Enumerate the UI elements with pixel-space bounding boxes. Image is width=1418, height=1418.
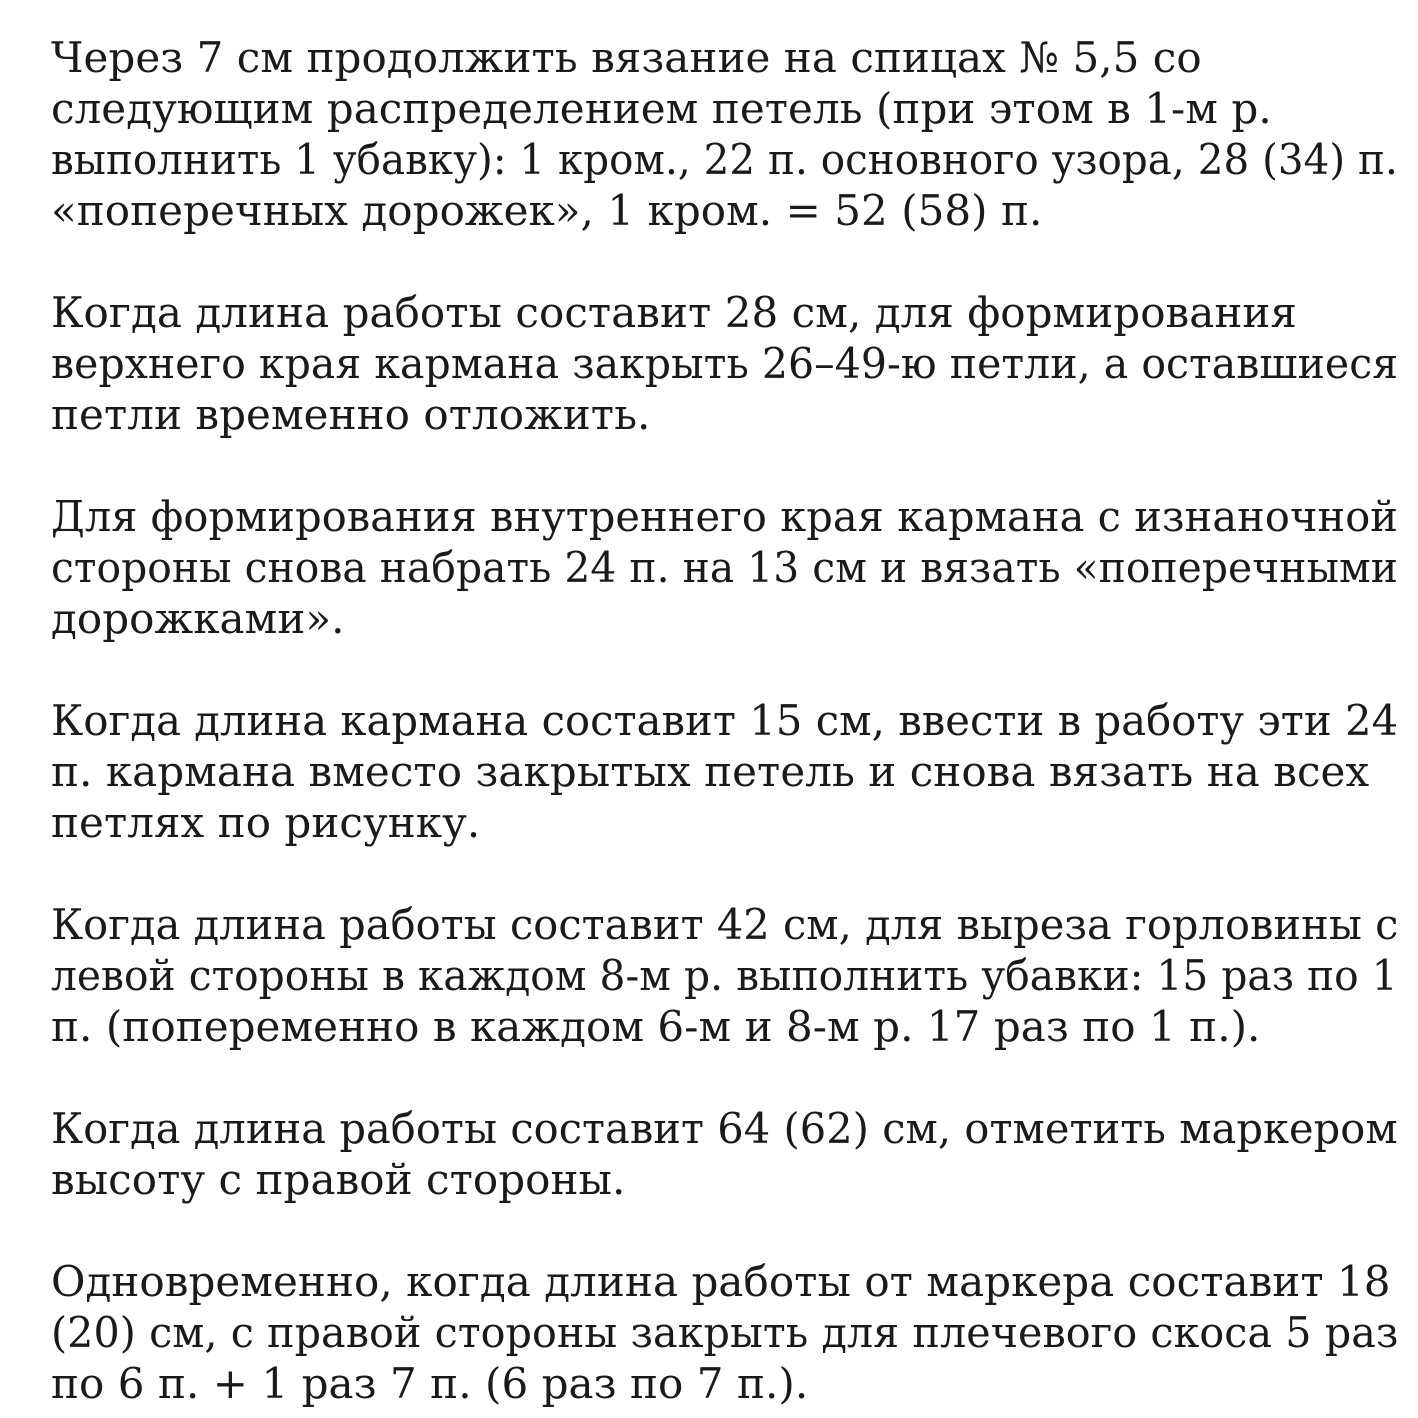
text-line: п. кармана вместо закрытых петель и снова вязать на всех xyxy=(51,747,1370,796)
text-line: Когда длина работы составит 28 см, для формирования xyxy=(51,288,1297,337)
text-line: петлях по рисунку. xyxy=(51,798,481,847)
text-line: Для формирования внутреннего края кармана с изнаночной xyxy=(51,492,1399,541)
paragraph-pocket-top-edge xyxy=(51,287,1398,440)
paragraph-pocket-join xyxy=(51,695,1398,848)
text-line: левой стороны в каждом 8-м р. выполнить убавки: 15 раз по 1 xyxy=(51,951,1398,1000)
text-line: петли временно отложить. xyxy=(51,390,651,439)
text-line: выполнить 1 убавку): 1 кром., 22 п. основного узора, 28 (34) п. xyxy=(51,135,1398,184)
text-line: Когда длина кармана составит 15 см, ввести в работу эти 24 xyxy=(51,696,1399,745)
text-line: дорожками». xyxy=(51,594,345,643)
paragraph-neckline xyxy=(51,899,1398,1052)
text-line: верхнего края кармана закрыть 26–49-ю петли, а оставшиеся xyxy=(51,339,1399,388)
paragraph-pocket-inner-edge xyxy=(51,491,1398,644)
text-line: Когда длина работы составит 64 (62) см, отметить маркером xyxy=(51,1104,1398,1153)
text-line: высоту с правой стороны. xyxy=(51,1155,626,1204)
paragraph-marker xyxy=(51,1103,1398,1205)
paragraph-needle-change xyxy=(51,32,1398,236)
text-line: «поперечных дорожек», 1 кром. = 52 (58) п. xyxy=(51,186,1043,235)
text-line: (20) см, с правой стороны закрыть для плечевого скоса 5 раз xyxy=(51,1308,1399,1357)
paragraph-shoulder-slope xyxy=(51,1256,1398,1409)
text-line: стороны снова набрать 24 п. на 13 см и вязать «поперечными xyxy=(51,543,1398,592)
text-line: по 6 п. + 1 раз 7 п. (6 раз по 7 п.). xyxy=(51,1359,809,1408)
text-line: п. (попеременно в каждом 6-м и 8-м р. 17 раз по 1 п.). xyxy=(51,1002,1261,1051)
text-line: следующим распределением петель (при этом в 1-м р. xyxy=(51,84,1272,133)
text-line: Одновременно, когда длина работы от маркера составит 18 xyxy=(51,1257,1391,1306)
text-line: Когда длина работы составит 42 см, для выреза горловины с xyxy=(51,900,1399,949)
text-line: Через 7 см продолжить вязание на спицах № 5,5 со xyxy=(51,33,1202,82)
